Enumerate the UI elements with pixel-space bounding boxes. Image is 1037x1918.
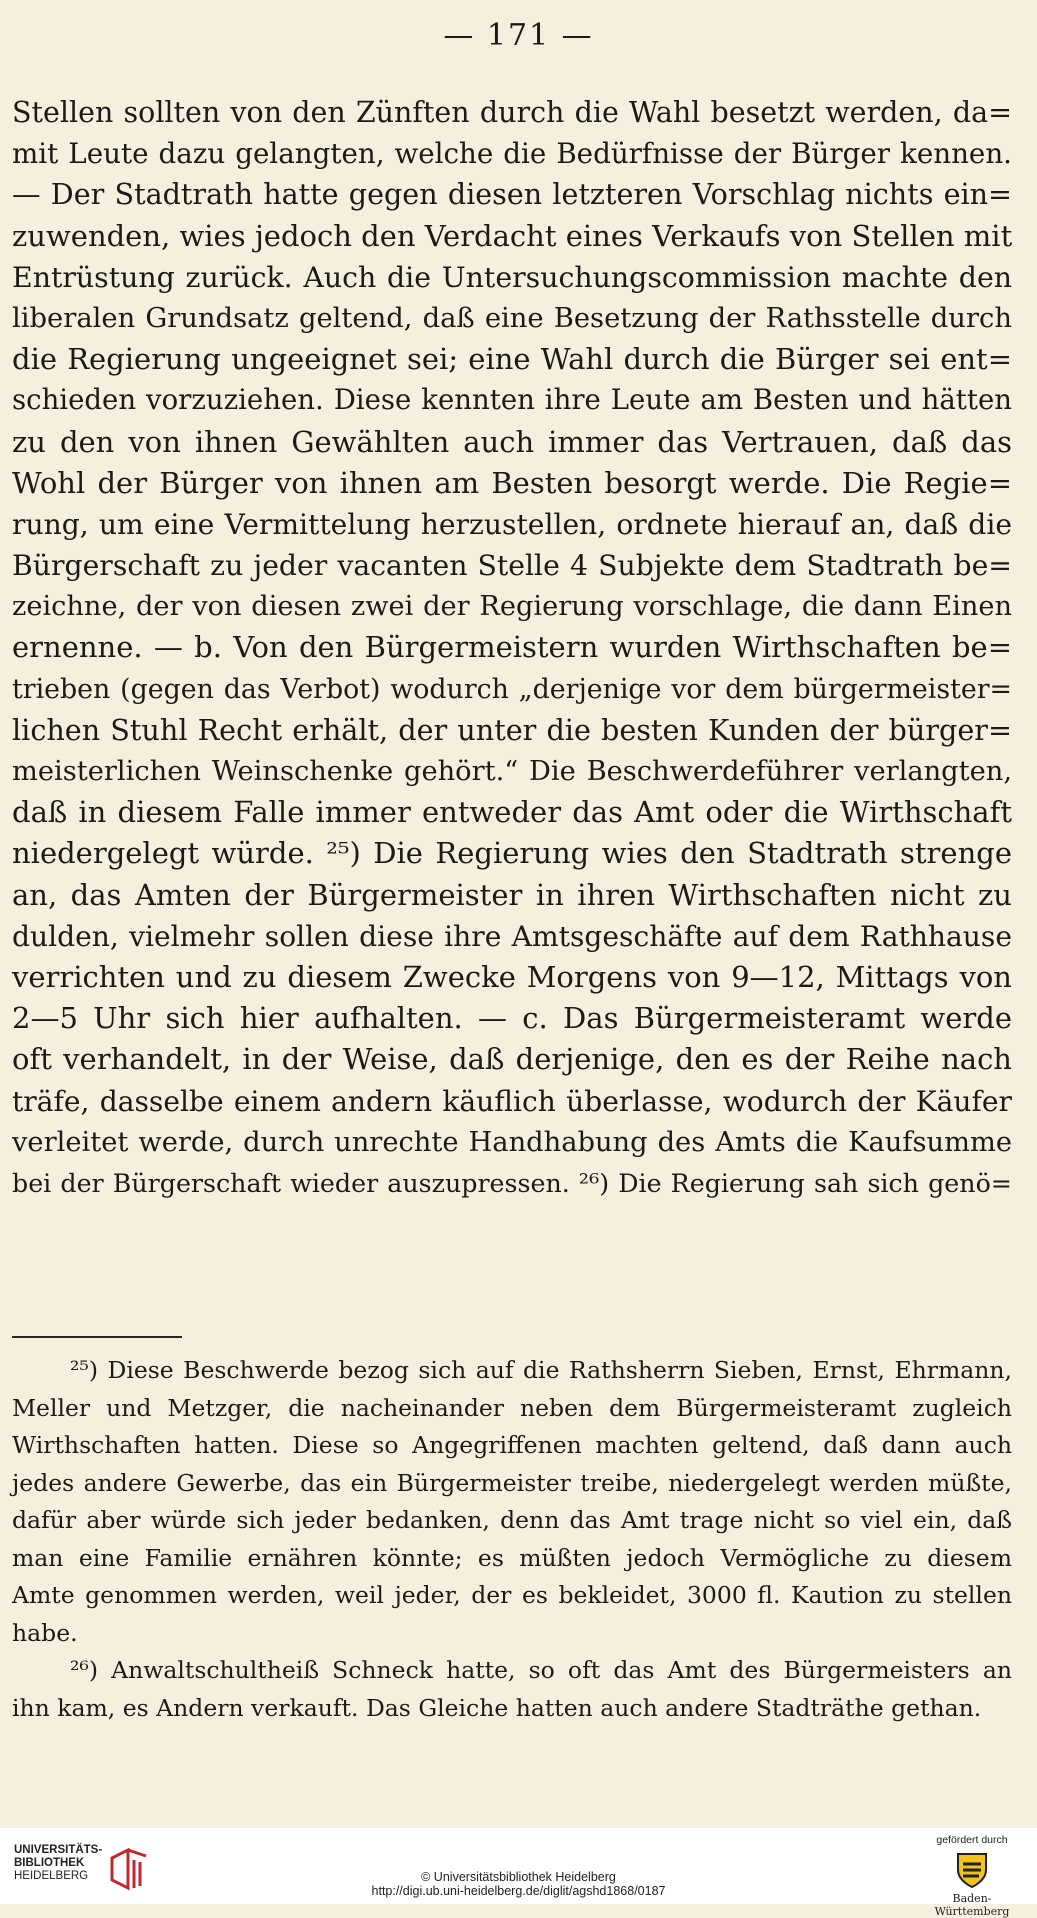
- text-line: oft verhandelt, in der Weise, daß derjenige, den es der Reihe nach: [12, 1042, 1012, 1077]
- library-name-line3: HEIDELBERG: [14, 1870, 89, 1882]
- library-name-line1: UNIVERSITÄTS-: [14, 1844, 103, 1856]
- footer-credits: [0, 1870, 1037, 1898]
- text-line: niedergelegt würde. ²⁵) Die Regierung wies den Stadtrath strenge: [12, 836, 1012, 871]
- footer-bar: [0, 1828, 1037, 1918]
- text-line: verrichten und zu diesem Zwecke Morgens von 9—12, Mittags von: [12, 959, 1012, 994]
- footnote-line: Wirthschaften hatten. Diese so Angegriffenen machten geltend, daß dann auch: [12, 1431, 1012, 1459]
- text-line: an, das Amten der Bürgermeister in ihren Wirthschaften nicht zu: [12, 877, 1012, 912]
- footnote-line: habe.: [12, 1618, 78, 1647]
- page-number: — 171 —: [443, 18, 594, 53]
- text-line: liberalen Grundsatz geltend, daß eine Besetzung der Rathsstelle durch: [12, 302, 1012, 334]
- footnotes: [12, 1352, 1012, 1727]
- text-line: ernenne. — b. Von den Bürgermeistern wurden Wirthschaften be=: [12, 630, 1012, 665]
- footnote-line: Amte genommen werden, weil jeder, der es bekleidet, 3000 fl. Kaution zu stellen: [12, 1581, 1012, 1609]
- text-line: mit Leute dazu gelangten, welche die Bedürfnisse der Bürger kennen.: [12, 137, 1012, 171]
- text-line: zuwenden, wies jedoch den Verdacht eines Verkaufs von Stellen mit: [12, 218, 1013, 253]
- text-line: zeichne, der von diesen zwei der Regierung vorschlage, die dann Einen: [12, 591, 1012, 623]
- text-line: Entrüstung zurück. Auch die Untersuchungscommission machte den: [12, 260, 1012, 294]
- text-line: träfe, dasselbe einem andern käuflich überlasse, wodurch der Käufer: [12, 1084, 1012, 1118]
- text-line: rung, um eine Vermittelung herzustellen, ordnete hierauf an, daß die: [12, 507, 1012, 541]
- footnote-line: ihn kam, es Andern verkauft. Das Gleiche hatten auch andere Stadträthe gethan.: [12, 1693, 982, 1722]
- footnote-divider: [12, 1336, 182, 1338]
- library-name-line2: BIBLIOTHEK: [14, 1857, 85, 1869]
- footnote-line: dafür aber würde sich jeder bedanken, denn das Amt trage nicht so viel ein, daß: [12, 1506, 1012, 1534]
- footnote-line: man eine Familie ernähren könnte; es müßten jedoch Vermögliche zu diesem: [12, 1543, 1012, 1572]
- text-line: lichen Stuhl Recht erhält, der unter die besten Kunden der bürger=: [12, 712, 1012, 747]
- funder-name: Baden-Württemberg: [934, 1892, 1010, 1918]
- text-line: Bürgerschaft zu jeder vacanten Stelle 4 Subjekte dem Stadtrath be=: [12, 549, 1012, 583]
- text-line: — Der Stadtrath hatte gegen diesen letzteren Vorschlag nichts ein=: [12, 177, 1012, 212]
- text-line: 2—5 Uhr sich hier aufhalten. — c. Das Bürgermeisteramt werde: [12, 1001, 1012, 1036]
- text-line: Stellen sollten von den Zünften durch die Wahl besetzt werden, da=: [12, 96, 1012, 129]
- text-line: meisterlichen Weinschenke gehört.“ Die Beschwerdeführer verlangten,: [12, 756, 1012, 787]
- text-line: bei der Bürgerschaft wieder auszupressen. ²⁶) Die Regierung sah sich genö=: [12, 1168, 1012, 1198]
- footnote-line: Meller und Metzger, die nacheinander neben dem Bürgermeisteramt zugleich: [12, 1393, 1012, 1422]
- footnote-line: ²⁵) Diese Beschwerde bezog sich auf die Rathsherrn Sieben, Ernst, Ehrmann,: [70, 1356, 1012, 1384]
- permalink[interactable]: http://digi.ub.uni-heidelberg.de/diglit/agshd1868/0187: [371, 1884, 666, 1898]
- footnote-line: jedes andere Gewerbe, das ein Bürgermeister treibe, niedergelegt werden müßte,: [12, 1468, 1012, 1497]
- text-line: daß in diesem Falle immer entweder das Amt oder die Wirthschaft: [12, 795, 1012, 830]
- funded-by-label: gefördert durch: [936, 1834, 1008, 1846]
- text-line: verleitet werde, durch unrechte Handhabung des Amts die Kaufsumme: [12, 1126, 1012, 1158]
- text-line: die Regierung ungeeignet sei; eine Wahl durch die Bürger sei ent=: [12, 342, 1012, 377]
- text-line: zu den von ihnen Gewählten auch immer das Vertrauen, daß das: [12, 424, 1012, 459]
- text-line: schieden vorzuziehen. Diese kennten ihre Leute am Besten und hätten: [12, 384, 1012, 417]
- text-line: trieben (gegen das Verbot) wodurch „derjenige vor dem bürgermeister=: [12, 673, 1012, 705]
- body-text: [12, 92, 1012, 1204]
- copyright-text: © Universitätsbibliothek Heidelberg: [421, 1870, 616, 1884]
- text-line: dulden, vielmehr sollen diese ihre Amtsgeschäfte auf dem Rathhause: [12, 919, 1012, 953]
- footnote-line: ²⁶) Anwaltschultheiß Schneck hatte, so oft das Amt des Bürgermeisters an: [70, 1656, 1012, 1684]
- text-line: Wohl der Bürger von ihnen am Besten besorgt werde. Die Regie=: [12, 465, 1012, 500]
- funder-block: [917, 1834, 1027, 1918]
- coat-of-arms-icon: [955, 1850, 989, 1890]
